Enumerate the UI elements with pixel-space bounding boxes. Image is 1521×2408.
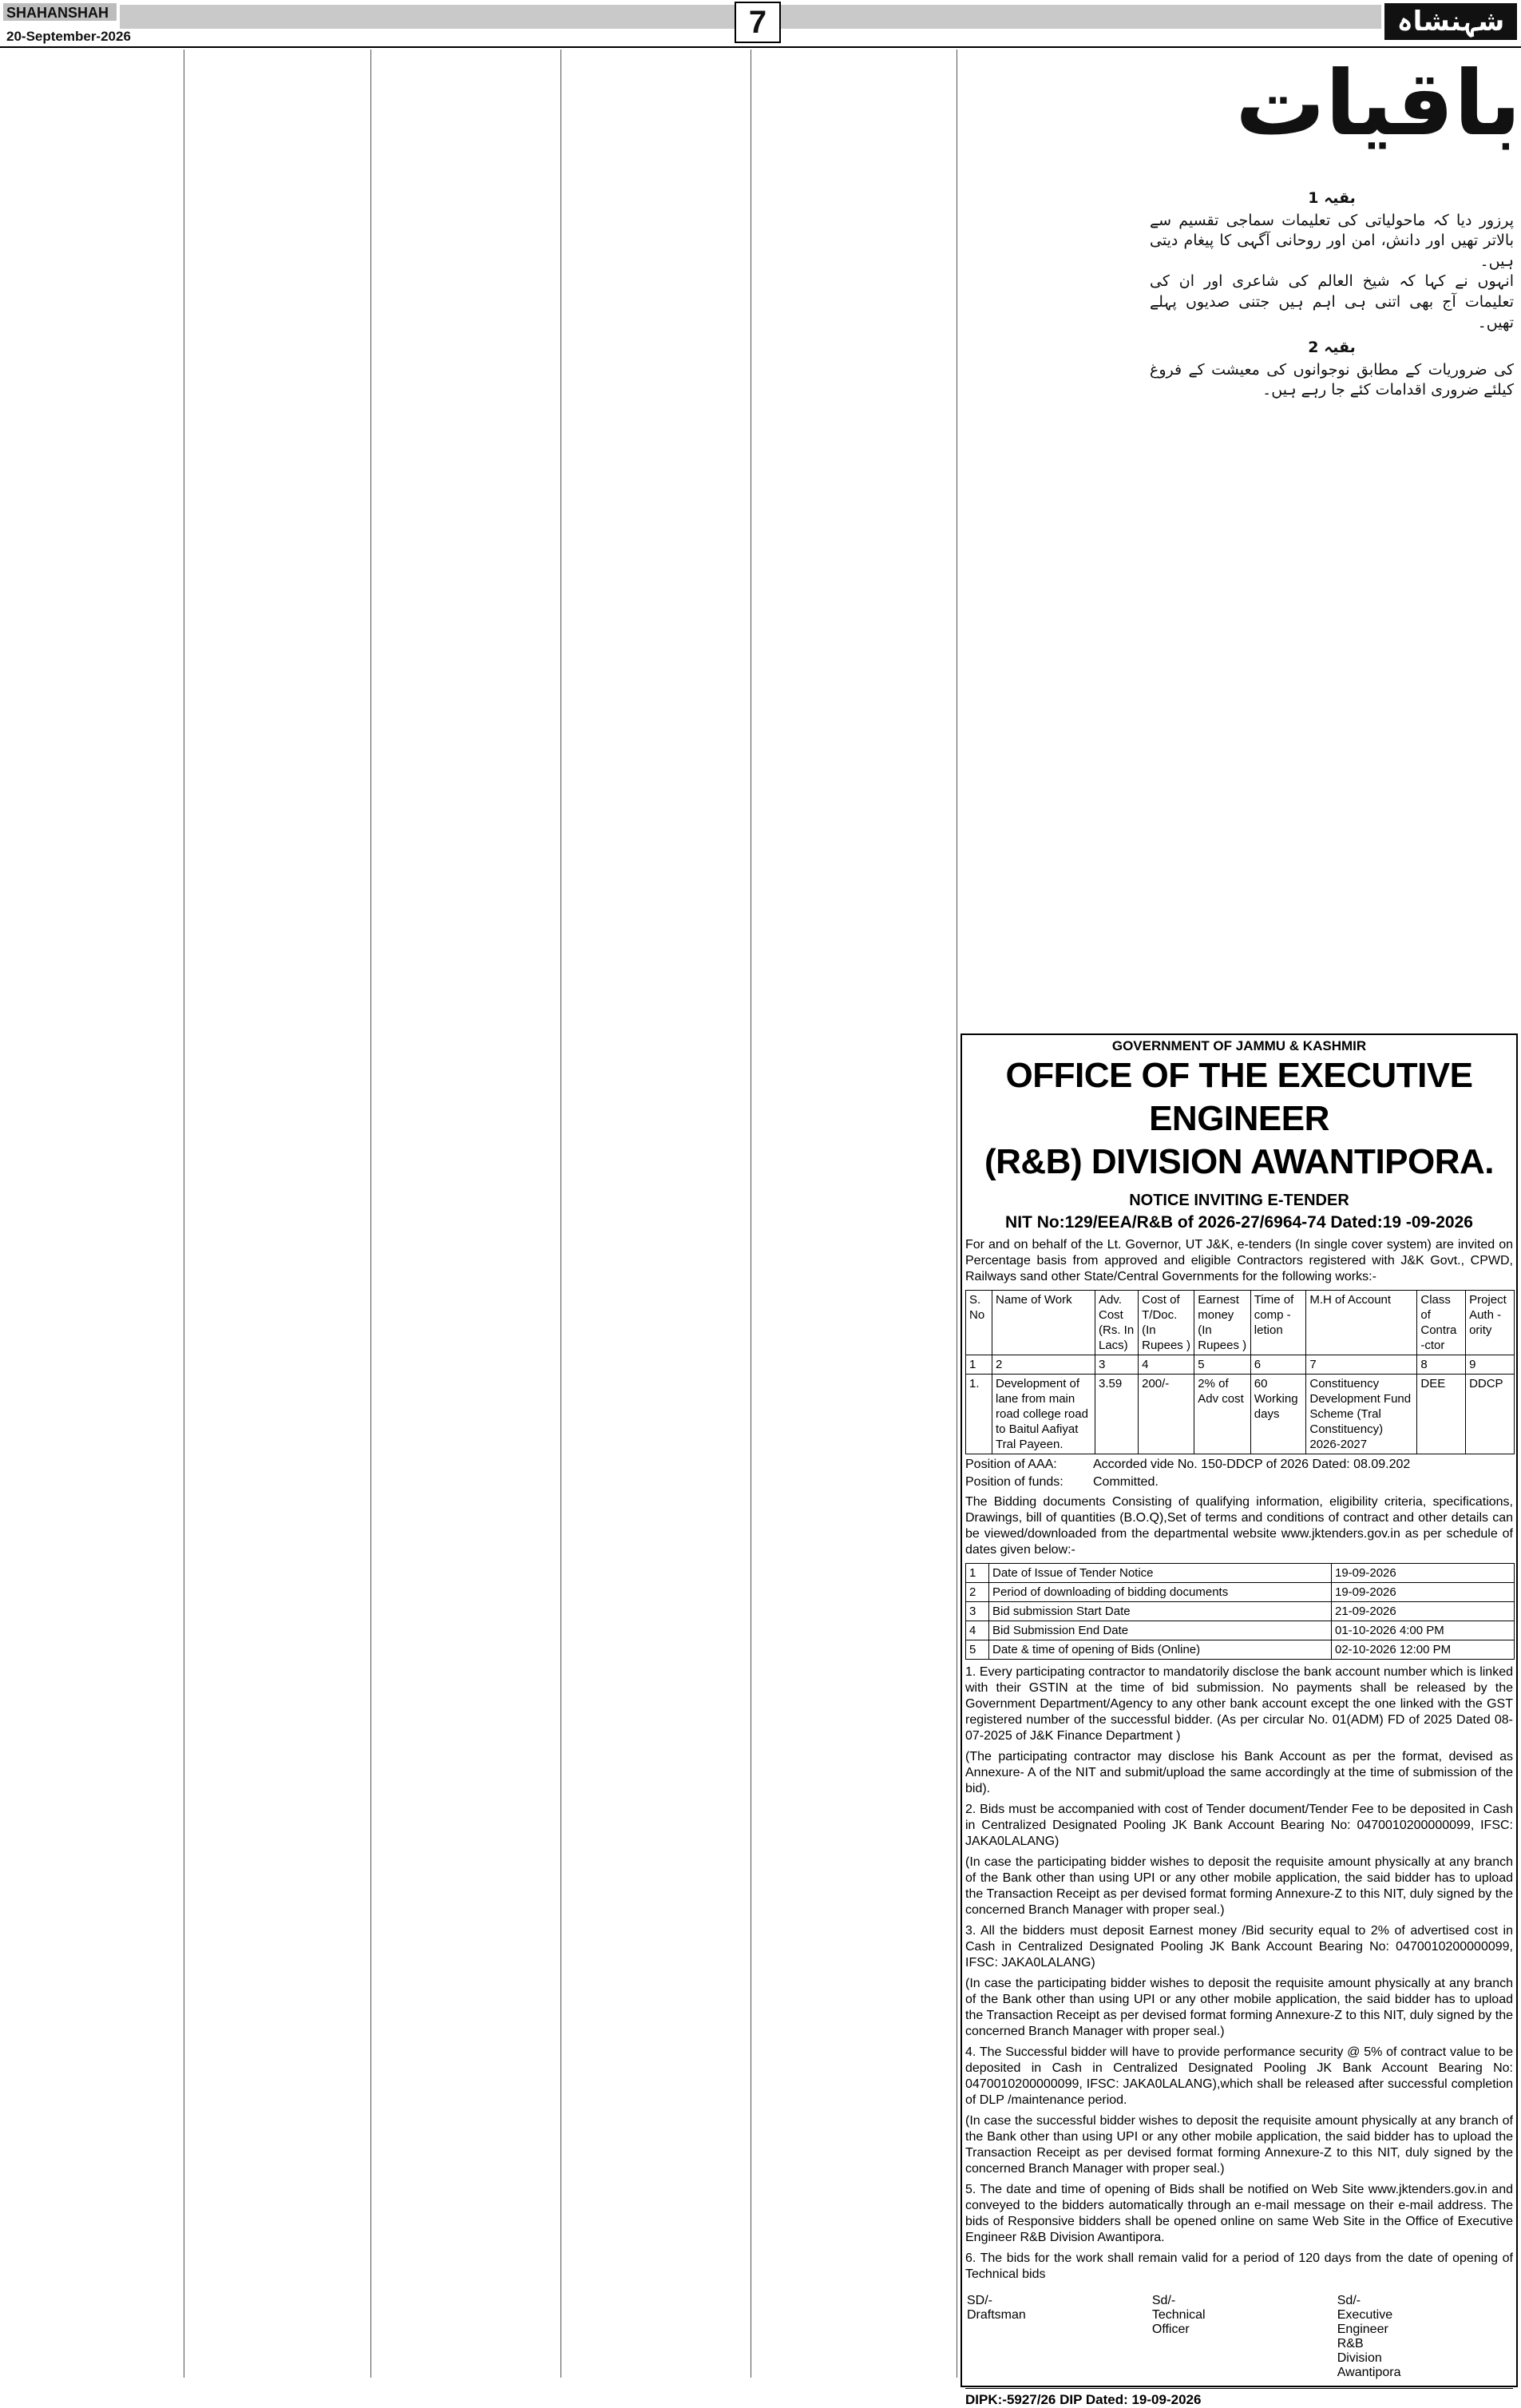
aaa-label: Position of AAA:	[965, 1458, 1057, 1471]
table-cell: 2	[966, 1583, 989, 1602]
paragraph: بقیہ 2	[1308, 339, 1356, 357]
table-cell: 1	[966, 1355, 992, 1375]
table-cell: Constituency Development Fund Scheme (Tral Constituency) 2026-2027	[1306, 1375, 1417, 1454]
table-cell: 19-09-2026	[1332, 1583, 1515, 1602]
dates-table	[965, 1563, 1515, 1660]
table-cell: 4	[966, 1621, 989, 1640]
paragraph: کی ضروریات کے مطابق نوجوانوں کی معیشت کے فروغ کیلئے ضروری اقدامات کئے جا رہے ہیں۔	[1150, 360, 1514, 399]
dipk-number: DIPK:-5927/26 DIP Dated: 19-09-2026	[965, 2388, 1513, 2408]
table-row	[966, 1583, 1515, 1602]
table-header: Class of Contra -ctor	[1417, 1291, 1466, 1355]
table-cell: 3.59	[1095, 1375, 1139, 1454]
paragraph: بقیہ 1	[1308, 189, 1356, 207]
urdu-column-4	[564, 50, 747, 2378]
condition-text: 3. All the bidders must deposit Earnest money /Bid security equal to 2% of advertised cost in Cash in Centralized Designated Pooling JK Bank Account Bearing No: 0470010200000099, IFSC: JAKA0LALANG)	[965, 1924, 1513, 1970]
urdu-column-5	[754, 50, 953, 2378]
table-cell: 5	[1194, 1355, 1251, 1375]
table-cell: 5	[966, 1640, 989, 1660]
urdu-right-text-2	[962, 50, 1144, 1030]
signature-mark: Sd/-	[1151, 2294, 1176, 2307]
signature	[1152, 2294, 1326, 2380]
table-cell: 3	[966, 1602, 989, 1621]
condition-text: 5. The date and time of opening of Bids shall be notified on Web Site www.jktenders.gov.in and conveyed to the bidders automatically through an e-mail message on their e-mail address. The bids of Responsive bidders shall be opened online on same Web Site in the Office of Executive Engineer R&B Division Awantipora.	[965, 2183, 1513, 2244]
table-cell: Period of downloading of bidding documents	[989, 1583, 1332, 1602]
table-cell: 1.	[966, 1375, 992, 1454]
masthead-logo: شہنشاہ	[1384, 3, 1517, 40]
table-cell: 4	[1139, 1355, 1194, 1375]
table-cell: 8	[1417, 1355, 1466, 1375]
table-cell: Bid submission Start Date	[989, 1602, 1332, 1621]
table-header: M.H of Account	[1306, 1291, 1417, 1355]
table-header: Adv. Cost (Rs. In Lacs)	[1095, 1291, 1139, 1355]
table-cell: 3	[1095, 1355, 1139, 1375]
table-cell: 2% of Adv cost	[1194, 1375, 1251, 1454]
table-cell: 1	[966, 1564, 989, 1583]
table-header: Time of comp -letion	[1250, 1291, 1306, 1355]
paragraph: انہوں نے کہا کہ شیخ العالم کی شاعری اور ان کی تعلیمات آج بھی اتنی ہی اہم ہیں جتنی صدیوں پہلے تھیں۔	[1150, 272, 1514, 331]
condition-text: (The participating contractor may disclose his Bank Account as per the format, devised as Annexure- A of the NIT and submit/upload the same accordingly at the time of submission of the bid).	[965, 1750, 1513, 1795]
tender-advertisement	[961, 1033, 1518, 2407]
condition-text: 6. The bids for the work shall remain valid for a period of 120 days from the date of opening of Technical bids	[965, 2251, 1513, 2281]
urdu-column-3	[374, 50, 557, 2378]
table-cell: 7	[1306, 1355, 1417, 1375]
office-title-2: (R&B) DIVISION AWANTIPORA.	[984, 1142, 1495, 1181]
column-divider	[370, 50, 371, 2378]
table-cell: Date & time of opening of Bids (Online)	[989, 1640, 1332, 1660]
works-table	[965, 1290, 1515, 1454]
condition-text: (In case the participating bidder wishes to deposit the requisite amount physically at any branch of the Bank other than using UPI or any other mobile application, the said bidder has to upload the Transaction Receipt as per devised format forming Annexure-Z to this NIT, duly signed by the concerned Branch Manager with proper seal.)	[965, 1855, 1513, 1917]
signature-subtitle: R&B Division Awantipora	[1337, 2337, 1401, 2379]
table-cell: Bid Submission End Date	[989, 1621, 1332, 1640]
intro-text: For and on behalf of the Lt. Governor, UT J&K, e-tenders (In single cover system) are invited on Percentage basis from approved and eligible Contractors registered with J&K Govt., CPWD, Railways sand other State/Central Governments for the following works:-	[965, 1238, 1513, 1283]
government-heading: GOVERNMENT OF JAMMU & KASHMIR	[1111, 1038, 1367, 1053]
table-cell: 02-10-2026 12:00 PM	[1332, 1640, 1515, 1660]
notice-title: NOTICE INVITING E-TENDER	[1129, 1192, 1349, 1209]
table-cell: Date of Issue of Tender Notice	[989, 1564, 1332, 1583]
table-cell: 9	[1466, 1355, 1515, 1375]
table-header: Project Auth -ority	[1466, 1291, 1515, 1355]
table-row	[966, 1375, 1515, 1454]
table-cell: 200/-	[1139, 1375, 1194, 1454]
paper-name: SHAHANSHAH	[6, 5, 109, 21]
urdu-column-1	[0, 50, 180, 2378]
signature-title: Executive Engineer	[1337, 2308, 1393, 2336]
office-title-1: OFFICE OF THE EXECUTIVE ENGINEER	[1005, 1056, 1473, 1138]
table-header: Earnest money (In Rupees )	[1194, 1291, 1251, 1355]
signature-mark: SD/-	[967, 2294, 992, 2307]
bidding-docs-text: The Bidding documents Consisting of qualifying information, eligibility criteria, specifications, Drawings, bill of quantities (B.O.Q),Set of terms and conditions of contract and other details can be viewed/downloaded from the departmental website www.jktenders.gov.in as per schedule of dates given below:-	[965, 1495, 1513, 1557]
table-cell: 21-09-2026	[1332, 1602, 1515, 1621]
table-header: Cost of T/Doc. (In Rupees )	[1139, 1291, 1194, 1355]
table-cell: 01-10-2026 4:00 PM	[1332, 1621, 1515, 1640]
aaa-value: Accorded vide No. 150-DDCP of 2026 Dated: 08.09.202	[1093, 1458, 1411, 1471]
table-cell: Development of lane from main road college road to Baitul Aafiyat Tral Payeen.	[992, 1375, 1095, 1454]
issue-date: 20-September-2026	[6, 29, 131, 44]
page-number: 7	[735, 2, 781, 43]
urdu-right-text	[1150, 184, 1514, 1030]
table-cell: 19-09-2026	[1332, 1564, 1515, 1583]
signature-title: Draftsman	[967, 2308, 1026, 2322]
signature	[1337, 2294, 1511, 2380]
funds-label: Position of funds:	[965, 1475, 1064, 1489]
condition-text: (In case the participating bidder wishes to deposit the requisite amount physically at any branch of the Bank other than using UPI or any other mobile application, the said bidder has to upload the Transaction Receipt as per devised format forming Annexure-Z to this NIT, duly signed by the concerned Branch Manager with proper seal.)	[965, 1977, 1513, 2038]
aaa-position	[965, 1458, 1513, 1472]
signature	[967, 2294, 1141, 2380]
table-header: Name of Work	[992, 1291, 1095, 1355]
signature-title: Technical Officer	[1151, 2308, 1206, 2336]
table-row	[966, 1621, 1515, 1640]
table-cell: DEE	[1417, 1375, 1466, 1454]
table-cell: 6	[1250, 1355, 1306, 1375]
table-cell: 2	[992, 1355, 1095, 1375]
funds-position	[965, 1475, 1513, 1490]
urdu-column-2	[187, 50, 367, 2378]
signature-mark: Sd/-	[1337, 2294, 1361, 2307]
table-row	[966, 1640, 1515, 1660]
table-cell: DDCP	[1466, 1375, 1515, 1454]
column-divider	[560, 50, 561, 2378]
section-title: باقیات	[1235, 52, 1521, 156]
table-row	[966, 1564, 1515, 1583]
condition-text: 2. Bids must be accompanied with cost of Tender document/Tender Fee to be deposited in Cash in Centralized Designated Pooling JK Bank Account Bearing No: 0470010200000099, IFSC: JAKA0LALANG)	[965, 1803, 1513, 1848]
table-row	[966, 1602, 1515, 1621]
table-cell: 60 Working days	[1250, 1375, 1306, 1454]
table-header: S. No	[966, 1291, 992, 1355]
funds-value: Committed.	[1093, 1475, 1159, 1489]
condition-text: 1. Every participating contractor to mandatorily disclose the bank account number which is linked with their GSTIN at the time of bid submission. No payments shall be released by the Government Department/Agency to any other bank account except the one linked with the GST registered number of the successful bidder. (As per circular No. 01(ADM) FD of 2025 Dated 08-07-2025 of J&K Finance Department )	[965, 1665, 1513, 1743]
nit-number: NIT No:129/EEA/R&B of 2026-27/6964-74 Dated:19 -09-2026	[1005, 1213, 1473, 1232]
paragraph: پرزور دیا کہ ماحولیاتی کی تعلیمات سماجی تقسیم سے بالاتر تھیں اور دانش، امن اور روحانی آگہی کا پیغام دیتی ہیں۔	[1150, 211, 1514, 270]
signature-block	[967, 2294, 1511, 2380]
condition-text: (In case the successful bidder wishes to deposit the requisite amount physically at any branch of the Bank other than using UPI or any other mobile application, the said bidder has to upload the Transaction Receipt as per devised format forming Annexure-Z to this NIT, duly signed by the concerned Branch Manager with proper seal.)	[965, 2114, 1513, 2176]
condition-text: 4. The Successful bidder will have to provide performance security @ 5% of contract value to be deposited in Cash in Centralized Designated Pooling JK Bank Account Bearing No: 0470010200000099, IFSC: JAKA0LALANG),which shall be released after successful completion of DLP /maintenance period.	[965, 2045, 1513, 2107]
